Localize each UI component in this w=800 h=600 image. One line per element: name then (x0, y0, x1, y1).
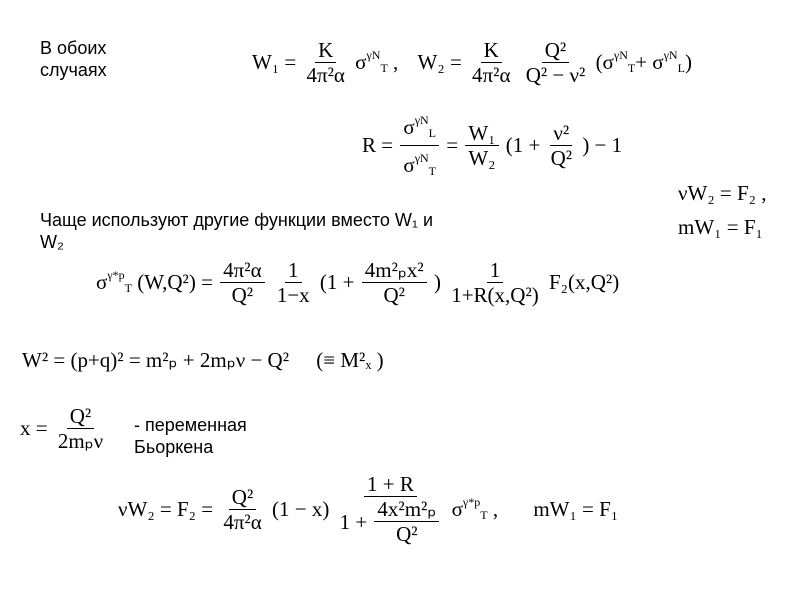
r-lhs: R = (362, 133, 394, 158)
f3-open: (1 + (319, 270, 355, 294)
intro-line-1: В обоих (40, 38, 107, 58)
f2-fraction (274, 258, 313, 307)
sigma-sup: γN (366, 48, 381, 63)
r-nu-numerator: ν² (550, 121, 572, 146)
r-nu-denominator: Q² (550, 146, 573, 171)
equation-w-squared (22, 346, 384, 373)
f2-lhs: νW₂ = F₂ = (118, 496, 214, 521)
sigma-symbol: σ (96, 270, 108, 295)
sigma-symbol: σ (403, 115, 415, 140)
right-definitions (678, 176, 766, 244)
f2-inner-fraction (374, 497, 439, 546)
w2-denominator: 4π²α (472, 63, 511, 87)
r-w-numerator: W₁ (465, 121, 498, 146)
intro-text (40, 37, 107, 81)
sigma-lhs (96, 268, 132, 296)
often-line-1: Чаще используют другие функции вместо W₁ и (40, 210, 434, 230)
f2-denominator: 1−x (276, 283, 310, 307)
r-open: (1 + (505, 133, 541, 158)
r-sigma-denominator (400, 146, 439, 183)
sigma-l-sub: L (677, 61, 685, 76)
sigma-args: (W,Q²) = (137, 270, 213, 294)
sigma-sup: γ*p (107, 268, 125, 283)
r-sigma-fraction (400, 108, 439, 183)
f2-den-pre: 1 + (339, 509, 368, 534)
sigma-symbol: σ (403, 153, 415, 178)
equation-x (20, 404, 108, 453)
w2-q-numerator: Q² (542, 38, 569, 63)
f3-denominator: Q² (383, 283, 405, 307)
plus-sigma: + σ (635, 50, 664, 75)
w-squared-note: (≡ M²ₓ ) (316, 347, 384, 372)
w2-fraction (469, 38, 513, 87)
equation-r (362, 108, 622, 183)
bjorken-text (134, 414, 247, 458)
equation-w1-w2 (252, 38, 692, 87)
f2-q-denominator: 4π²α (223, 509, 262, 534)
w-squared-text: W² = (p+q)² = m²ₚ + 2mₚν − Q² (22, 347, 290, 372)
def-line-1: νW₂ = F₂ , (678, 181, 767, 205)
sigma-sub: T (380, 61, 388, 76)
w1-fraction (304, 38, 348, 87)
often-text (40, 209, 433, 253)
f3-fraction (362, 258, 427, 307)
x-numerator: Q² (67, 404, 94, 429)
r-w-denominator: W₂ (468, 146, 496, 171)
r-nu-fraction (548, 121, 575, 170)
sigma-sup: γ*p (462, 494, 481, 509)
sigma-t-sup: γN (613, 48, 628, 63)
f2-right: mW₁ = F₁ (533, 496, 619, 521)
sigma-t-sub: T (627, 61, 636, 76)
f2-comma: , (492, 496, 499, 521)
f2-r-denominator (337, 497, 445, 546)
w1-sigma (355, 48, 388, 76)
sigma-sub: T (124, 281, 132, 296)
f1-fraction (220, 258, 264, 307)
f2-inner-numerator: 4x²m²ₚ (374, 497, 439, 522)
f2-inner-denominator: Q² (396, 522, 418, 546)
x-denominator: 2mₚν (57, 429, 104, 453)
comma: , (393, 50, 399, 74)
sigma-sub: L (428, 126, 436, 141)
sigma-symbol: σ (451, 496, 463, 521)
f2-mid: (1 − x) (271, 496, 330, 521)
def-line-2: mW₁ = F₁ (678, 215, 763, 239)
w2-lhs: W₂ = (417, 50, 462, 74)
paren-sigma: (σ (595, 50, 614, 75)
f1-denominator: Q² (231, 283, 254, 307)
f2-q-numerator: Q² (229, 485, 256, 510)
w1-numerator: K (315, 38, 336, 63)
equation-sigma-t (96, 258, 619, 307)
sigma-symbol: σ (355, 50, 367, 75)
f-tail: F₂(x,Q²) (549, 270, 620, 294)
f3-close: ) (433, 270, 441, 294)
f2-sigma (452, 495, 488, 523)
f4-numerator: 1 (487, 258, 504, 283)
f2-q-fraction (220, 485, 264, 534)
f1-numerator: 4π²α (220, 258, 264, 283)
f2-r-fraction (337, 472, 445, 546)
f2-numerator: 1 (285, 258, 302, 283)
f4-denominator: 1+R(x,Q²) (451, 283, 539, 307)
intro-line-2: случаях (40, 60, 107, 80)
w1-denominator: 4π²α (306, 63, 345, 87)
w2-sigma-sum (596, 48, 692, 76)
equation-f2 (118, 472, 618, 546)
equals: = (446, 133, 459, 158)
sigma-l-sup: γN (663, 48, 678, 63)
sigma-sup: γN (414, 151, 429, 166)
close-paren: ) (684, 50, 692, 75)
r-close: ) − 1 (582, 133, 623, 158)
w1-lhs: W₁ = (252, 50, 297, 74)
often-line-2: W₂ (40, 232, 64, 252)
sigma-sub: T (428, 164, 436, 179)
w2-numerator: K (481, 38, 502, 63)
f3-numerator: 4m²ₚx² (362, 258, 427, 283)
x-lhs: x = (20, 416, 48, 440)
bjorken-line-2: Бьоркена (134, 437, 214, 457)
f4-fraction (448, 258, 542, 307)
x-fraction (55, 404, 106, 453)
w2-q-denominator: Q² − ν² (525, 63, 586, 87)
sigma-sub: T (480, 508, 488, 523)
sigma-sup: γN (414, 113, 429, 127)
r-w-fraction (465, 121, 498, 170)
r-sigma-numerator (400, 108, 439, 146)
bjorken-line-1: - переменная (134, 415, 247, 435)
f2-r-numerator: 1 + R (364, 472, 417, 497)
w2-q-fraction (523, 38, 589, 87)
